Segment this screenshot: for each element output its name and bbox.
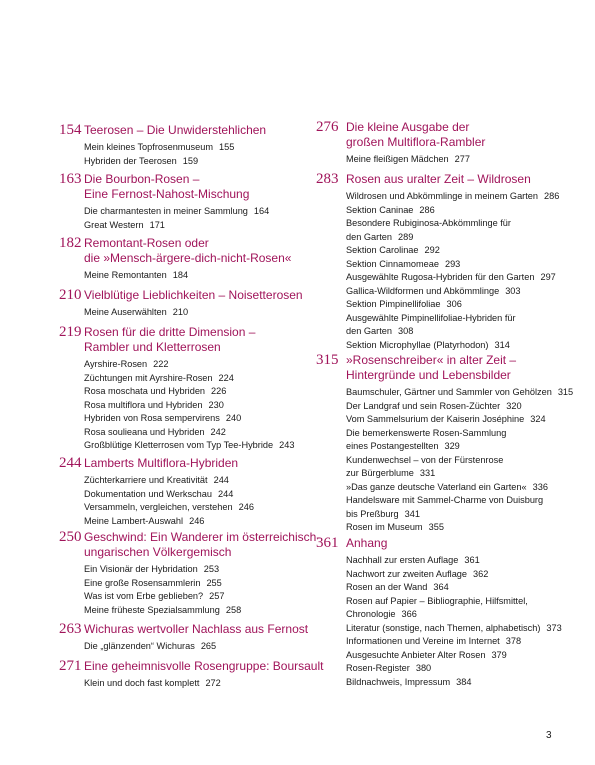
entry-page-number: 320 (506, 400, 522, 411)
toc-entry (346, 676, 472, 690)
entry-title: Die „glänzenden“ Wichuras (84, 641, 195, 651)
toc-entry (346, 312, 516, 326)
toc-entry (346, 649, 507, 663)
section-page-number: 210 (59, 287, 82, 303)
entry-page-number: 384 (456, 676, 472, 687)
entry-title: Rosen im Museum (346, 522, 423, 532)
entry-title: Chronologie (346, 609, 396, 619)
toc-entry (84, 515, 204, 529)
toc-entry (346, 204, 435, 218)
entry-title: Was ist vom Erbe geblieben? (84, 591, 204, 601)
section-title: Hintergründe und Lebensbilder (346, 368, 511, 382)
entry-page-number: 277 (454, 154, 470, 164)
toc-entry (84, 640, 216, 654)
entry-title: »Das ganze deutsche Vaterland ein Garten« (346, 481, 527, 492)
entry-title: Die bemerkenswerte Rosen-Sammlung (346, 427, 507, 438)
entry-title: Sektion Carolinae (346, 245, 419, 255)
entry-title: Rosa multiflora und Hybriden (84, 399, 203, 410)
section-title: Eine Fernost-Nahost-Mischung (84, 187, 250, 201)
toc-entry (346, 454, 503, 468)
section-title: »Rosenschreiber« in alter Zeit – (346, 353, 517, 367)
entry-page-number: 226 (211, 386, 227, 396)
entry-page-number: 306 (446, 299, 462, 309)
toc-entry (346, 298, 462, 312)
entry-title: Ausgewählte Pimpinellifoliae-Hybriden für (346, 312, 516, 323)
entry-page-number: 336 (532, 481, 548, 492)
section-title: Anhang (346, 536, 388, 550)
section-page-number: 283 (316, 171, 339, 187)
entry-title: Besondere Rubiginosa-Abkömmlinge für (346, 218, 511, 228)
entry-page-number: 329 (444, 441, 460, 451)
entry-title: Züchterkarriere und Kreativität (84, 475, 208, 485)
entry-title: Der Landgraf und sein Rosen-Züchter (346, 400, 501, 411)
entry-page-number: 224 (218, 372, 234, 383)
entry-title: Rosen an der Wand (346, 582, 428, 592)
toc-entry (346, 635, 521, 649)
section-page-number: 250 (59, 529, 82, 545)
entry-page-number: 164 (253, 206, 270, 216)
section-title: Die Bourbon-Rosen – (84, 172, 200, 186)
section-title: Wichuras wertvoller Nachlass aus Fernost (84, 622, 309, 636)
entry-title: Sektion Microphyllae (Platyrhodon) (346, 339, 489, 350)
entry-page-number: 331 (419, 468, 436, 478)
entry-title: Ausgesuchte Anbieter Alter Rosen (346, 649, 486, 660)
toc-entry (346, 508, 420, 522)
toc-entry (346, 190, 559, 204)
toc-entry (346, 285, 521, 299)
toc-entry (346, 608, 417, 622)
entry-page-number: 379 (491, 649, 507, 660)
entry-title: Sektion Caninae (346, 204, 414, 215)
entry-page-number: 289 (397, 231, 414, 242)
toc-entry (84, 677, 221, 691)
section-title: Rosen aus uralter Zeit – Wildrosen (346, 172, 531, 186)
toc-entry (84, 205, 269, 219)
toc-entry (346, 440, 460, 454)
toc-entry (84, 412, 241, 426)
toc-entry (84, 426, 226, 440)
entry-title: Sektion Pimpinellifoliae (346, 299, 441, 309)
toc-entry (84, 474, 229, 488)
entry-title: Kundenwechsel – von der Fürstenrose (346, 454, 504, 465)
toc-entry (346, 258, 460, 272)
toc-entry (84, 604, 241, 618)
entry-page-number: 303 (505, 285, 521, 296)
entry-title: Züchtungen mit Ayrshire-Rosen (84, 372, 213, 383)
toc-entry (346, 494, 543, 508)
toc-entry (84, 577, 222, 591)
toc-entry (84, 141, 234, 155)
entry-title: Hybriden der Teerosen (84, 155, 177, 166)
toc-entry (84, 399, 224, 413)
entry-title: Bildnachweis, Impressum (346, 676, 451, 687)
entry-page-number: 373 (546, 622, 562, 633)
section-page-number: 182 (59, 235, 82, 251)
toc-entry (84, 306, 188, 320)
entry-page-number: 244 (218, 488, 234, 499)
entry-page-number: 255 (206, 577, 222, 588)
toc-entry (346, 386, 573, 400)
entry-title: den Garten (346, 326, 392, 336)
toc-entry (346, 622, 562, 636)
entry-page-number: 242 (210, 426, 226, 437)
entry-title: Nachhall zur ersten Auflage (346, 555, 459, 565)
entry-title: Versammeln, vergleichen, verstehen (84, 502, 233, 512)
entry-page-number: 243 (279, 440, 295, 450)
entry-title: Rosa moschata und Hybriden (84, 386, 206, 396)
entry-page-number: 355 (428, 522, 444, 532)
toc-entry (346, 521, 444, 535)
toc-entry (346, 217, 511, 231)
entry-title: Rosen auf Papier – Bibliographie, Hilfsmittel, (346, 595, 528, 606)
entry-page-number: 308 (397, 326, 414, 336)
entry-page-number: 240 (225, 413, 242, 423)
section-title: Die kleine Ausgabe der (346, 120, 470, 134)
entry-title: Dokumentation und Werkschau (84, 488, 213, 499)
entry-title: Great Western (84, 219, 144, 230)
entry-title: Wildrosen und Abkömmlinge in meinem Garten (346, 191, 539, 201)
entry-title: Ayrshire-Rosen (84, 359, 148, 369)
toc-entry (346, 231, 413, 245)
entry-title: Baumschuler, Gärtner und Sammler von Gehölzen (346, 387, 552, 397)
section-title: Vielblütige Lieblichkeiten – Noisetterosen (84, 288, 303, 302)
toc-entry (346, 481, 548, 495)
entry-page-number: 341 (404, 508, 420, 519)
entry-page-number: 272 (205, 678, 221, 688)
entry-title: Meine fleißigen Mädchen (346, 154, 449, 164)
entry-title: Großblütige Kletterrosen vom Typ Tee-Hybride (84, 440, 274, 450)
entry-title: Nachwort zur zweiten Auflage (346, 568, 468, 579)
entry-page-number: 155 (219, 142, 235, 152)
section-page-number: 276 (316, 119, 339, 135)
section-title: Geschwind: Ein Wanderer im österreichisch- (84, 530, 321, 544)
section-page-number: 271 (59, 658, 82, 674)
toc-entry (346, 244, 440, 258)
entry-title: Mein kleines Topfrosenmuseum (84, 142, 214, 152)
section-title: die »Mensch-ärgere-dich-nicht-Rosen« (84, 251, 292, 265)
section-title: Rambler und Kletterrosen (84, 340, 221, 354)
section-title: großen Multiflora-Rambler (346, 135, 486, 149)
toc-entry (84, 488, 233, 502)
toc-entry (346, 662, 431, 676)
entry-page-number: 286 (544, 191, 560, 201)
entry-page-number: 292 (424, 245, 440, 255)
toc-entry (84, 590, 225, 604)
entry-page-number: 258 (225, 604, 242, 615)
toc-entry (84, 358, 169, 372)
section-page-number: 361 (316, 535, 339, 551)
section-page-number: 154 (59, 122, 82, 138)
toc-entry (346, 554, 480, 568)
entry-title: Literatur (sonstige, nach Themen, alphabetisch) (346, 622, 541, 633)
entry-page-number: 366 (401, 609, 417, 619)
section-title: Rosen für die dritte Dimension – (84, 325, 256, 339)
toc-entry (346, 581, 449, 595)
entry-page-number: 380 (415, 663, 432, 673)
entry-page-number: 315 (557, 387, 574, 397)
entry-title: Handelsware mit Sammel-Charme von Duisburg (346, 495, 544, 505)
entry-page-number: 253 (203, 564, 220, 574)
page-number: 3 (546, 730, 552, 741)
section-title: ungarischen Völkergemisch (84, 545, 232, 559)
entry-page-number: 246 (189, 515, 205, 526)
entry-page-number: 314 (494, 339, 510, 350)
entry-title: Eine große Rosensammlerin (84, 577, 201, 588)
toc-entry (84, 385, 226, 399)
toc-entry (84, 439, 294, 453)
toc-entry (346, 325, 413, 339)
entry-title: Die charmantesten in meiner Sammlung (84, 206, 248, 216)
entry-page-number: 265 (200, 641, 217, 651)
entry-page-number: 286 (419, 204, 435, 215)
entry-title: Informationen und Vereine im Internet (346, 636, 500, 646)
entry-title: Sektion Cinnamomeae (346, 258, 439, 269)
entry-page-number: 230 (208, 399, 224, 410)
entry-title: Klein und doch fast komplett (84, 678, 200, 688)
toc-entry (84, 501, 254, 515)
toc-entry (84, 219, 165, 233)
entry-title: Gallica-Wildformen und Abkömmlinge (346, 285, 500, 296)
entry-page-number: 222 (153, 359, 169, 369)
entry-page-number: 324 (530, 414, 546, 424)
entry-page-number: 257 (209, 591, 225, 601)
entry-title: Ein Visionär der Hybridation (84, 564, 198, 574)
section-title: Lamberts Multiflora-Hybriden (84, 456, 239, 470)
entry-page-number: 362 (473, 568, 489, 579)
entry-title: Vom Sammelsurium der Kaiserin Joséphine (346, 414, 525, 424)
entry-page-number: 184 (172, 270, 189, 280)
toc-entry (84, 155, 198, 169)
entry-title: Ausgewählte Rugosa-Hybriden für den Garten (346, 272, 535, 282)
toc-entry (346, 271, 556, 285)
section-page-number: 315 (316, 352, 339, 368)
entry-page-number: 293 (444, 258, 461, 269)
toc-entry (346, 595, 528, 609)
entry-title: bis Preßburg (346, 508, 399, 519)
toc-entry (346, 467, 435, 481)
entry-title: Meine Remontanten (84, 270, 167, 280)
entry-title: Rosa soulieana und Hybriden (84, 426, 205, 437)
entry-page-number: 364 (433, 582, 449, 592)
entry-page-number: 361 (464, 555, 480, 565)
section-page-number: 163 (59, 171, 82, 187)
entry-title: Meine Lambert-Auswahl (84, 515, 184, 526)
entry-page-number: 297 (540, 272, 556, 282)
section-page-number: 244 (59, 455, 82, 471)
entry-title: Meine früheste Spezialsammlung (84, 604, 220, 615)
entry-title: eines Postangestellten (346, 441, 439, 451)
toc-entry (346, 568, 488, 582)
section-page-number: 219 (59, 324, 82, 340)
toc-entry (346, 427, 506, 441)
toc-entry (346, 413, 546, 427)
entry-title: Meine Auserwählten (84, 307, 167, 317)
entry-page-number: 378 (505, 636, 522, 646)
entry-page-number: 246 (238, 502, 254, 512)
toc-entry (346, 400, 522, 414)
toc-entry (346, 339, 510, 353)
entry-page-number: 159 (182, 155, 199, 166)
entry-page-number: 171 (149, 219, 165, 230)
section-title: Eine geheimnisvolle Rosengruppe: Boursault (84, 659, 324, 673)
toc-entry (84, 269, 188, 283)
entry-page-number: 210 (172, 307, 189, 317)
section-page-number: 263 (59, 621, 82, 637)
toc-entry (84, 372, 234, 386)
entry-title: Hybriden von Rosa sempervirens (84, 413, 220, 423)
toc-entry (84, 563, 219, 577)
entry-title: den Garten (346, 231, 392, 242)
toc-entry (346, 153, 470, 167)
entry-title: Rosen-Register (346, 663, 410, 673)
entry-page-number: 244 (213, 475, 229, 485)
section-title: Remontant-Rosen oder (84, 236, 209, 250)
section-title: Teerosen – Die Unwiderstehlichen (84, 123, 267, 137)
entry-title: zur Bürgerblume (346, 468, 414, 478)
